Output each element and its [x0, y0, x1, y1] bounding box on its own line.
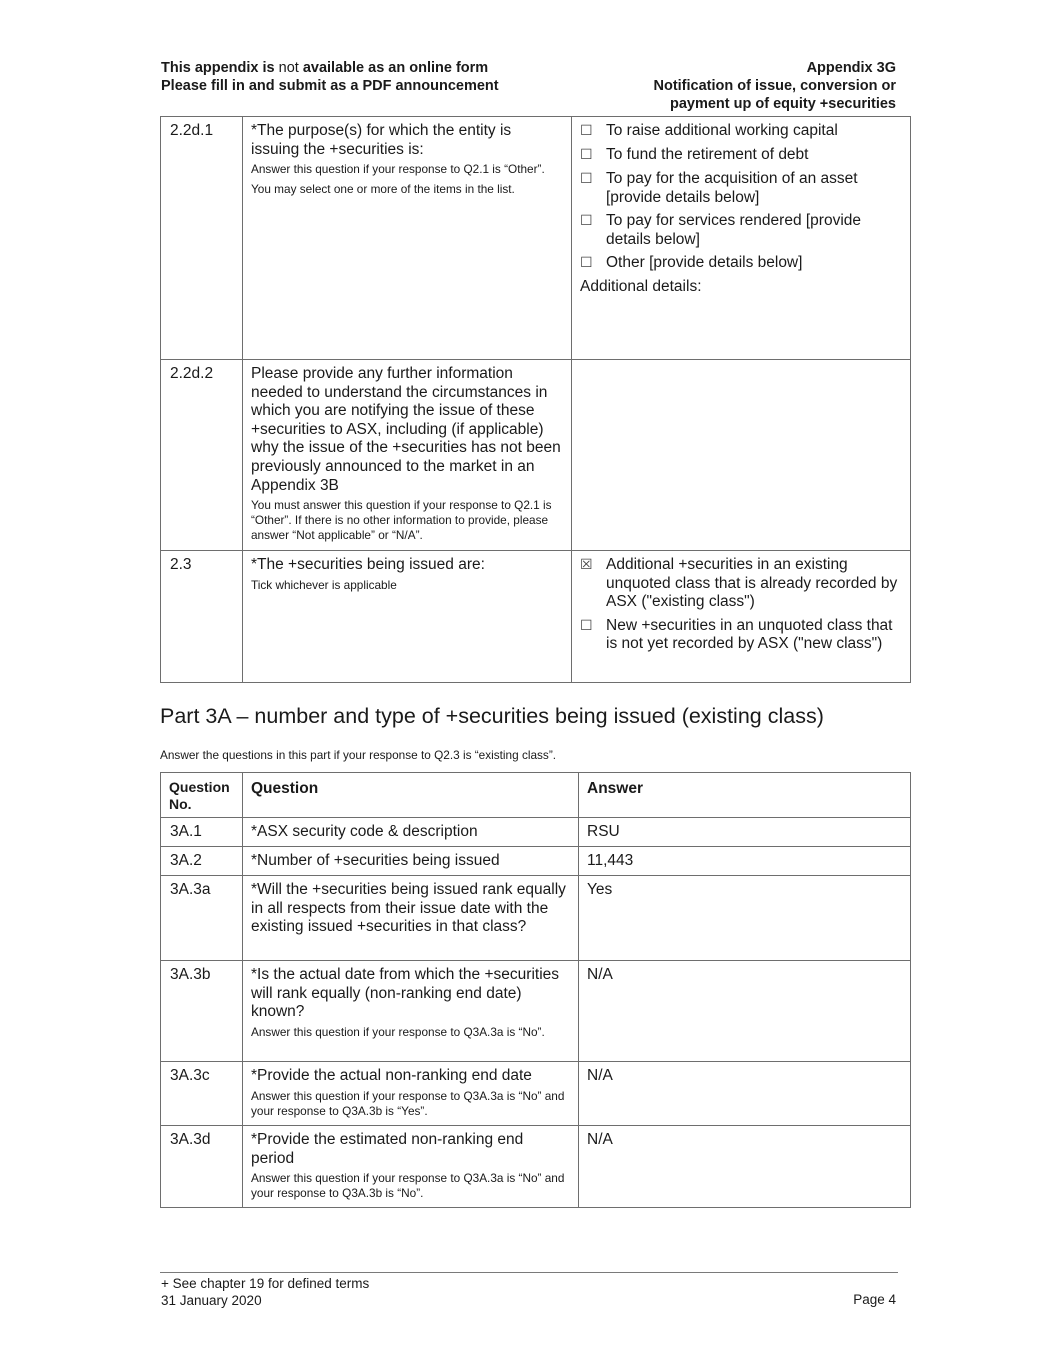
appendix-title-line1: Notification of issue, conversion or — [653, 78, 896, 94]
question-note: Answer this question if your response to Q2.1 is “Other”. — [251, 162, 545, 177]
page-footer-left — [161, 1276, 369, 1309]
header-text: This appendix is — [161, 60, 279, 76]
answer-field[interactable]: 11,443 — [579, 847, 911, 876]
section2-table — [160, 116, 911, 683]
header-not-word: not — [278, 60, 299, 76]
answer-field[interactable] — [572, 360, 911, 551]
table-row — [161, 818, 911, 847]
option-label: To fund the retirement of debt — [606, 146, 809, 163]
question-number: 3A.3b — [161, 961, 243, 1062]
column-header-question-no: Question No. — [161, 773, 243, 818]
page-number: Page 4 — [853, 1292, 896, 1307]
question-text: *The purpose(s) for which the entity is issuing the +securities is: — [251, 122, 512, 158]
class-option-new[interactable] — [580, 617, 902, 654]
table-row — [161, 961, 911, 1062]
purpose-option-services-rendered[interactable] — [580, 212, 902, 249]
checkbox-unchecked-icon[interactable]: ☐ — [580, 147, 593, 163]
question-note: Answer this question if your response to Q3A.3a is “No” and your response to Q3A.3b is “No”. — [251, 1171, 565, 1201]
purpose-option-retire-debt[interactable] — [580, 146, 902, 165]
question-number: 3A.3d — [161, 1126, 243, 1208]
question-number: 3A.1 — [161, 818, 243, 847]
purpose-option-asset-acquisition[interactable] — [580, 170, 902, 207]
table-row — [161, 847, 911, 876]
question-note: Tick whichever is applicable — [251, 577, 397, 592]
question-number: 2.2d.2 — [161, 360, 243, 551]
column-header-answer: Answer — [579, 773, 911, 818]
option-label: To raise additional working capital — [606, 122, 838, 139]
question-text: *Number of +securities being issued — [243, 847, 579, 876]
question-number: 3A.3c — [161, 1062, 243, 1126]
checkbox-unchecked-icon[interactable]: ☐ — [580, 213, 593, 230]
question-number: 3A.2 — [161, 847, 243, 876]
table-header-row — [161, 773, 911, 818]
header-text: available as an online form — [298, 60, 489, 76]
answer-field[interactable]: N/A — [579, 1126, 911, 1208]
table-row — [161, 1126, 911, 1208]
option-label: To pay for services rendered [provide details below] — [606, 212, 862, 248]
table-row — [161, 1062, 911, 1126]
question-number: 2.2d.1 — [161, 117, 243, 360]
question-text: *Will the +securities being issued rank equally in all respects from their issue date with the existing issued +securities in that class? — [243, 876, 579, 961]
option-label: Additional +securities in an existing unquoted class that is already recorded by ASX ("existing class") — [606, 556, 898, 611]
question-cell — [243, 1062, 579, 1126]
checkbox-unchecked-icon[interactable]: ☐ — [580, 171, 593, 187]
part-3a-intro: Answer the questions in this part if your response to Q2.3 is “existing class”. — [160, 748, 557, 762]
purpose-option-working-capital[interactable] — [580, 122, 902, 141]
document-date: 31 January 2020 — [161, 1292, 262, 1308]
document-title — [653, 59, 896, 113]
question-note: You may select one or more of the items in the list. — [251, 182, 515, 197]
form-availability-note — [161, 59, 499, 95]
table-row — [161, 551, 911, 683]
question-text: Please provide any further information needed to understand the circumstances in which you are notifying the issue of these +securities to ASX, including (if applicable) why the issue of the +securities has not been previously announced to the market in an Appendix 3B — [251, 365, 561, 494]
appendix-title-line2: payment up of equity +securities — [669, 96, 896, 112]
table-row — [161, 360, 911, 551]
column-header-question: Question — [243, 773, 579, 818]
purpose-option-other[interactable] — [580, 254, 902, 273]
question-cell — [243, 1126, 579, 1208]
submission-instruction: Please fill in and submit as a PDF announcement — [161, 78, 499, 94]
question-cell — [243, 551, 572, 683]
answer-cell — [572, 551, 911, 683]
question-cell — [243, 117, 572, 360]
question-note: You must answer this question if your response to Q2.1 is “Other”. If there is no other information to provide, please answer “Not applicable” or “N/A”. — [251, 498, 552, 543]
answer-field[interactable]: N/A — [579, 1062, 911, 1126]
question-number: 3A.3a — [161, 876, 243, 961]
answer-cell — [572, 117, 911, 360]
additional-details-label: Additional details: — [580, 278, 702, 296]
answer-field[interactable]: Yes — [579, 876, 911, 961]
option-label: New +securities in an unquoted class that is not yet recorded by ASX ("new class") — [606, 616, 893, 653]
footer-divider — [160, 1272, 898, 1273]
question-text: *The +securities being issued are: — [251, 556, 485, 573]
class-option-existing[interactable] — [580, 556, 902, 612]
part-3a-title: Part 3A – number and type of +securities being issued (existing class) — [160, 704, 824, 728]
option-label: Other [provide details below] — [606, 254, 803, 272]
question-text: *Provide the estimated non-ranking end period — [251, 1131, 524, 1167]
defined-terms-note: + See chapter 19 for defined terms — [161, 1276, 370, 1291]
checkbox-unchecked-icon[interactable]: ☐ — [580, 255, 593, 272]
checkbox-unchecked-icon[interactable]: ☐ — [580, 123, 593, 139]
question-text: *Is the actual date from which the +securities will rank equally (non-ranking end date) known? — [251, 966, 560, 1021]
table-row — [161, 117, 911, 360]
checkbox-unchecked-icon[interactable]: ☐ — [580, 617, 593, 634]
question-note: Answer this question if your response to Q3A.3a is “No”. — [251, 1024, 545, 1039]
checkbox-checked-icon[interactable]: ☒ — [580, 557, 593, 573]
question-cell — [243, 961, 579, 1062]
table-row — [161, 876, 911, 961]
appendix-label: Appendix 3G — [806, 60, 896, 76]
answer-field[interactable]: RSU — [579, 818, 911, 847]
question-note: Answer this question if your response to Q3A.3a is “No” and your response to Q3A.3b is “Yes”. — [251, 1088, 565, 1118]
question-text: *Provide the actual non-ranking end date — [251, 1067, 532, 1084]
question-cell — [243, 360, 572, 551]
answer-field[interactable]: N/A — [579, 961, 911, 1062]
question-text: *ASX security code & description — [243, 818, 579, 847]
part-3a-table — [160, 772, 911, 1208]
option-label: To pay for the acquisition of an asset [provide details below] — [606, 170, 858, 206]
question-number: 2.3 — [161, 551, 243, 683]
